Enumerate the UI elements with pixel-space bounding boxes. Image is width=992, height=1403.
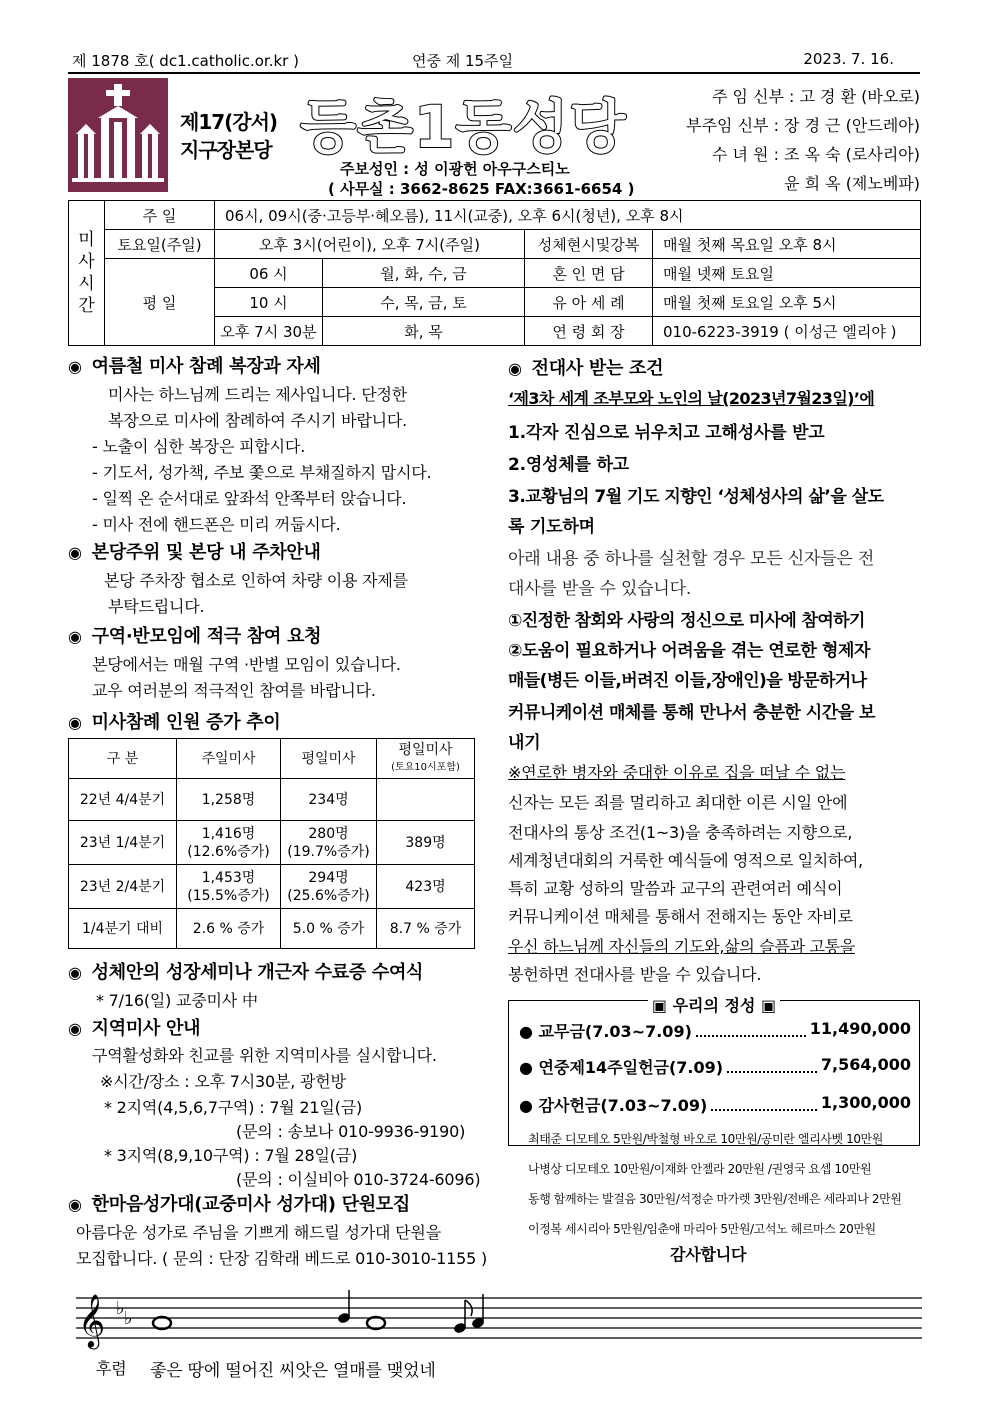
target-bullet-icon: ◉ — [68, 1019, 82, 1038]
target-bullet-icon: ◉ — [68, 713, 82, 732]
vlabel-char: 간 — [78, 296, 95, 316]
adoration-label: 성체현시및강복 — [525, 230, 653, 259]
text-line: 부탁드립니다. — [108, 597, 205, 616]
event-label: 유 아 세 례 — [525, 288, 653, 317]
staff-assistant: 부주임 신부 : 장 경 근 (안드레아) — [686, 116, 920, 135]
option-line: 내기 — [508, 733, 541, 753]
district-line2: 지구장본당 — [180, 138, 272, 162]
text-line: * 2지역(4,5,6,7구역) : 7월 21일(금) — [104, 1098, 362, 1117]
sunday-times: 06시, 09시(중·고등부·혜오름), 11시(교중), 오후 6시(청년), 오후 8시 — [215, 201, 921, 230]
section-title-text: 구역·반모임에 적극 참여 요청 — [91, 626, 322, 647]
text-line: ※시간/장소 : 오후 7시30분, 광헌방 — [100, 1072, 346, 1091]
condition-line: 1.각자 진심으로 뉘우치고 고해성사를 받고 — [508, 423, 825, 443]
offering-row — [519, 1055, 911, 1078]
offering-box — [508, 996, 920, 1146]
condition-line: 3.교황님의 7월 기도 지향인 ‘성체성사의 삶’을 살도 — [508, 487, 884, 507]
weekday-time: 10 시 — [215, 288, 323, 317]
adoration-time: 매월 첫째 목요일 오후 8시 — [653, 230, 921, 259]
text-line: 복장으로 미사에 참례하여 주시기 바랍니다. — [108, 411, 408, 430]
cell-weekday — [281, 865, 377, 909]
weekday-days: 수, 목, 금, 토 — [323, 288, 525, 317]
note-line: 신자는 모든 죄를 멀리하고 최대한 이른 시일 안에 — [508, 793, 848, 812]
event-time: 010-6223-3919 ( 이성근 엘리야 ) — [653, 317, 921, 346]
col-header: 평일미사 — [281, 739, 377, 779]
note-line: 우신 하느님께 자신들의 기도와,삶의 슬픔과 고통을 — [508, 937, 855, 956]
text-line: - 노출이 심한 복장은 피합시다. — [92, 437, 306, 456]
cell-weekday-sat: 423명 — [377, 865, 475, 909]
section-title-text: 성체안의 성장세미나 개근자 수료증 수여식 — [91, 962, 424, 983]
section-title-text: 전대사 받는 조건 — [531, 358, 664, 379]
saturday-label: 토요일(주일) — [105, 230, 215, 259]
section-title-text: 지역미사 안내 — [91, 1018, 201, 1039]
cell-weekday: 5.0 % 증가 — [281, 909, 377, 949]
value: 280명 — [308, 825, 349, 842]
event-time: 매월 넷째 토요일 — [653, 259, 921, 288]
section-title-text: 한마음성가대(교중미사 성가대) 단원모집 — [91, 1194, 410, 1215]
donor-line: 나병상 디모테오 10만원/이재화 안젤라 20만원 /권영국 요셉 10만원 — [528, 1162, 872, 1176]
vlabel-char: 사 — [78, 252, 95, 272]
text-line: - 미사 전에 핸드폰은 미리 꺼둡시다. — [92, 515, 341, 534]
text-line: 아름다운 성가로 주님을 기쁘게 해드릴 성가대 단원을 — [76, 1223, 441, 1242]
text-line: * 7/16(일) 교중미사 中 — [96, 991, 258, 1010]
weekday-time: 오후 7시 30분 — [215, 317, 323, 346]
event-label: 혼 인 면 담 — [525, 259, 653, 288]
target-bullet-icon: ◉ — [68, 357, 82, 376]
church-logo — [68, 78, 168, 192]
option-line: 커뮤니케이션 매체를 통해 만나서 충분한 시간을 보 — [508, 703, 875, 723]
text-line: 미사는 하느님께 드리는 제사입니다. 단정한 — [108, 385, 408, 404]
district-label — [180, 108, 277, 164]
section-title-text: 본당주위 및 본당 내 주차안내 — [91, 542, 321, 563]
refrain-lyrics: 좋은 땅에 떨어진 씨앗은 열매를 맺었네 — [150, 1361, 436, 1381]
target-bullet-icon: ◉ — [68, 543, 82, 562]
note-line: 특히 교황 성하의 말씀과 교구의 관련여러 예식이 — [508, 879, 843, 898]
dot-leader — [727, 1055, 817, 1073]
target-bullet-icon: ◉ — [68, 1195, 82, 1214]
offering-label: ● 감사헌금(7.03~7.09) — [519, 1096, 708, 1115]
offering-label: ● 교무금(7.03~7.09) — [519, 1022, 692, 1041]
section-attendance-title — [68, 708, 280, 734]
event-time: 매월 첫째 토요일 오후 5시 — [653, 288, 921, 317]
value: 1,416명 — [201, 825, 256, 842]
value: 1,453명 — [201, 869, 256, 886]
text-line: 본당에서는 매월 구역 ·반별 모임이 있습니다. — [92, 655, 401, 674]
section-local-mass-title — [68, 1014, 200, 1040]
flat-icon: ♭ — [116, 1298, 125, 1319]
text-line: - 기도서, 성가책, 주보 쫓으로 부채질하지 맙시다. — [92, 463, 432, 482]
cell-sunday: 2.6 % 증가 — [177, 909, 281, 949]
mass-schedule-table — [68, 200, 921, 346]
weekday-days: 화, 목 — [323, 317, 525, 346]
cell-weekday-sat: 389명 — [377, 821, 475, 865]
value-sub: (12.6%증가) — [187, 843, 270, 860]
dot-leader — [711, 1093, 817, 1111]
section-seminar-title — [68, 958, 423, 984]
sunday-label: 주 일 — [105, 201, 215, 230]
value-sub: (19.7%증가) — [287, 843, 370, 860]
whole-note-icon — [367, 1317, 385, 1329]
text-line: 본당 주차장 협소로 인하여 차량 이용 자제를 — [104, 571, 408, 590]
attendance-table — [68, 738, 475, 949]
weekday-time: 06 시 — [215, 259, 323, 288]
value-sub: (25.6%증가) — [287, 887, 370, 904]
dot-leader — [696, 1019, 806, 1037]
text-line: 모집합니다. ( 문의 : 단장 김학래 베드로 010-3010-1155 ) — [76, 1249, 488, 1268]
offering-label: ● 연중제14주일헌금(7.09) — [519, 1058, 724, 1077]
refrain-label: 후렴 — [96, 1359, 127, 1378]
note-line: ※연로한 병자와 중대한 이유로 집을 떠날 수 없는 — [508, 763, 846, 782]
music-staff — [76, 1290, 922, 1350]
target-bullet-icon: ◉ — [508, 359, 522, 378]
cell-weekday: 234명 — [281, 779, 377, 821]
target-bullet-icon: ◉ — [68, 963, 82, 982]
row-label: 23년 2/4분기 — [69, 865, 177, 909]
value: 294명 — [308, 869, 349, 886]
option-line: ①진정한 참회와 사랑의 정신으로 미사에 참여하기 — [508, 611, 865, 631]
col-header: 구 분 — [69, 739, 177, 779]
text-line: * 3지역(8,9,10구역) : 7월 28일(금) — [104, 1146, 358, 1165]
col-header: 주일미사 — [177, 739, 281, 779]
offering-title-wrap — [509, 993, 919, 1016]
issue-info-bar — [68, 50, 920, 74]
offering-amount: 1,300,000 — [820, 1093, 911, 1112]
note-line: 세계청년대회의 거룩한 예식들에 영적으로 일치하여, — [508, 851, 863, 870]
section-indulgence-title — [508, 354, 663, 380]
col-header — [377, 739, 475, 779]
office-contact: ( 사무실 : 3662-8625 FAX:3661-6654 ) — [328, 180, 635, 198]
donor-line: 이정복 세시리아 5만원/임춘애 마리아 5만원/고석노 헤르마스 20만원 — [528, 1222, 876, 1236]
event-label: 연 령 회 장 — [525, 317, 653, 346]
mass-time-vertical-label — [69, 201, 105, 346]
row-label: 23년 1/4분기 — [69, 821, 177, 865]
cell-weekday-sat — [377, 779, 475, 821]
vlabel-char: 시 — [78, 274, 95, 294]
cell-sunday: 1,258명 — [177, 779, 281, 821]
condition-line: 2.영성체를 하고 — [508, 455, 629, 475]
section-choir-title — [68, 1190, 410, 1216]
cell-weekday-sat: 8.7 % 증가 — [377, 909, 475, 949]
section-title-text: 여름철 미사 참례 복장과 자세 — [91, 356, 321, 377]
text-line: 구역활성화와 친교를 위한 지역미사를 실시합니다. — [92, 1046, 437, 1065]
section-parking-title — [68, 538, 321, 564]
text-line: (문의 : 이실비아 010-3724-6096) — [236, 1170, 481, 1189]
donor-line: 최태준 디모테오 5만원/박철형 바오로 10만원/공미란 엘리사벳 10만원 — [528, 1132, 883, 1146]
intro-line: 아래 내용 중 하나를 실천할 경우 모든 신자들은 전 — [508, 549, 875, 569]
liturgical-week: 연중 제 15주일 — [412, 52, 514, 70]
section-title-text: 미사참례 인원 증가 추이 — [91, 712, 281, 733]
offering-amount: 7,564,000 — [820, 1055, 911, 1074]
district-line1: 제17(강서) — [180, 110, 278, 134]
treble-clef-icon: 𝄞 — [78, 1293, 106, 1347]
col-header-main: 평일미사 — [398, 741, 453, 758]
offering-amount: 11,490,000 — [809, 1019, 911, 1038]
thanks-text: 감사합니다 — [670, 1245, 747, 1264]
indulgence-subtitle: ‘제3차 세계 조부모와 노인의 날(2023년7월23일)’에 — [508, 389, 875, 408]
section-summer-dress-title — [68, 352, 321, 378]
condition-line: 록 기도하며 — [508, 517, 595, 537]
row-label: 22년 4/4분기 — [69, 779, 177, 821]
weekday-days: 월, 화, 수, 금 — [323, 259, 525, 288]
cell-sunday — [177, 821, 281, 865]
offering-title: ▣ 우리의 정성 ▣ — [648, 996, 780, 1015]
cell-sunday — [177, 865, 281, 909]
note-line: 봉헌하면 전대사를 받을 수 있습니다. — [508, 965, 762, 984]
weekday-label: 평 일 — [105, 259, 215, 346]
section-meeting-title — [68, 622, 321, 648]
text-line: - 일찍 온 순서대로 앞좌석 안쪽부터 앉습니다. — [92, 489, 407, 508]
text-line: 교우 여러분의 적극적인 참여를 바랍니다. — [92, 681, 376, 700]
church-building-icon — [68, 78, 168, 192]
church-name-title: 등촌1동성당 — [300, 93, 627, 161]
whole-note-icon — [153, 1317, 171, 1329]
issue-number: 제 1878 호( dc1.catholic.or.kr ) — [72, 52, 299, 70]
option-line: 매들(병든 이들,버려진 이들,장애인)을 방문하거나 — [508, 671, 867, 691]
issue-date: 2023. 7. 16. — [803, 50, 894, 68]
staff-pastor: 주 임 신부 : 고 경 환 (바오로) — [711, 87, 920, 106]
vlabel-char: 미 — [78, 230, 95, 250]
row-label: 1/4분기 대비 — [69, 909, 177, 949]
cell-weekday — [281, 821, 377, 865]
note-line: 커뮤니케이션 매체를 통해서 전해지는 동안 자비로 — [508, 907, 853, 926]
staff-convent-2: 윤 희 옥 (제노베파) — [784, 174, 920, 193]
flat-icon: ♭ — [124, 1308, 133, 1329]
intro-line: 대사를 받을 수 있습니다. — [508, 579, 692, 599]
donor-line: 동행 함께하는 발걸음 30만원/석정순 마가렛 3만원/전배은 세라피나 2만원 — [528, 1192, 902, 1206]
option-line: ②도움이 필요하거나 어려움을 겪는 연로한 형제자 — [508, 641, 871, 661]
col-header-sub: (토요10시포함) — [391, 761, 460, 773]
offering-row — [519, 1019, 911, 1042]
target-bullet-icon: ◉ — [68, 627, 82, 646]
offering-row — [519, 1093, 911, 1116]
value-sub: (15.5%증가) — [187, 887, 270, 904]
staff-convent: 수 녀 원 : 조 옥 숙 (로사리아) — [711, 145, 920, 164]
patron-saint: 주보성인 : 성 이광헌 아우구스티노 — [340, 160, 570, 178]
note-line: 전대사의 통상 조건(1~3)을 충족하려는 지향으로, — [508, 823, 853, 842]
staff-list — [640, 82, 920, 198]
text-line: (문의 : 송보나 010-9936-9190) — [236, 1122, 466, 1141]
saturday-times: 오후 3시(어린이), 오후 7시(주일) — [215, 230, 525, 259]
